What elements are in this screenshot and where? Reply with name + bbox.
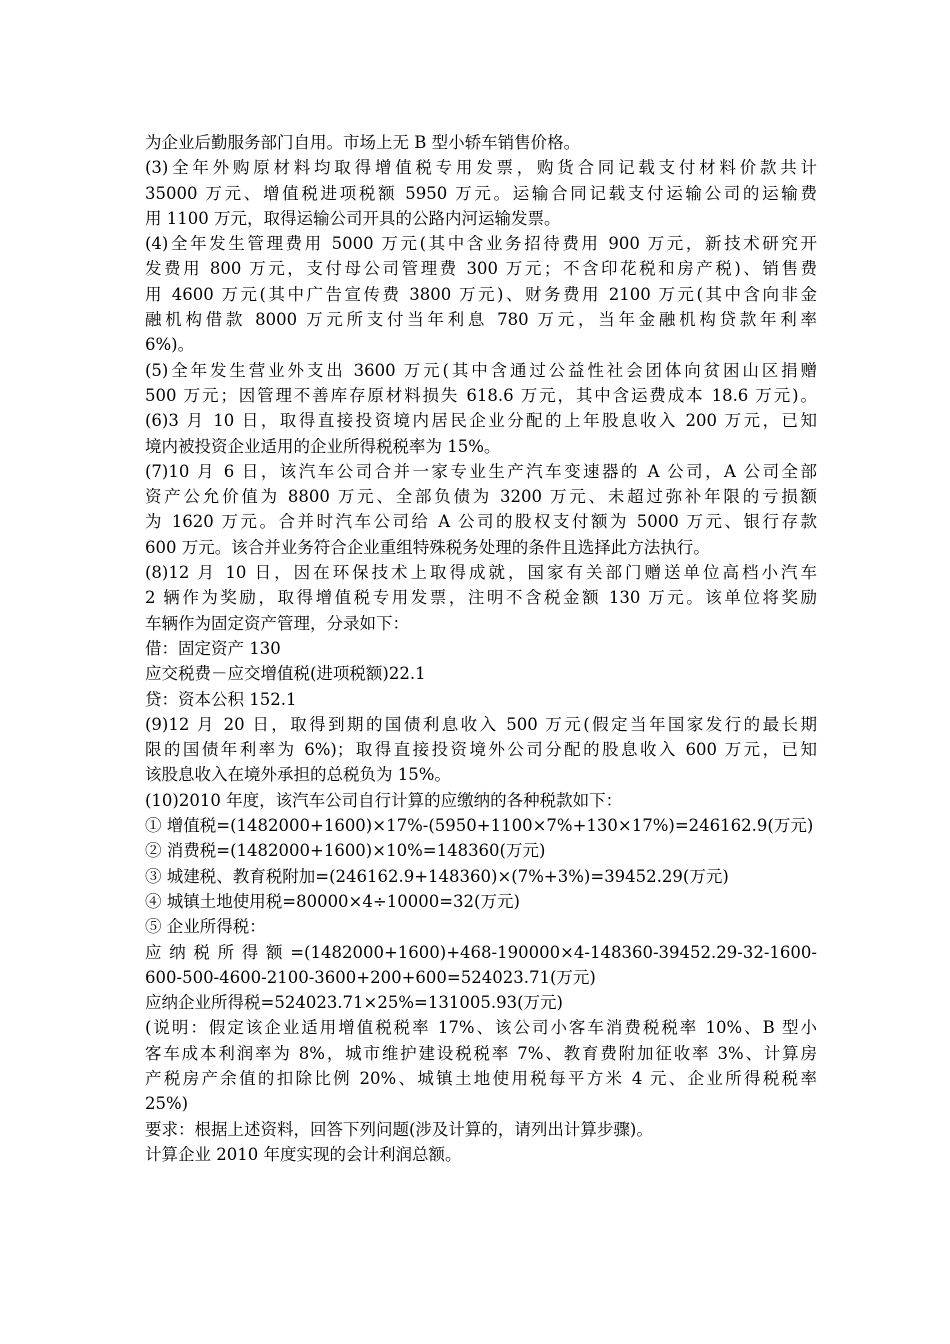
text-line: 车辆作为固定资产管理，分录如下： <box>145 613 409 633</box>
text-line: (7)10 月 6 日，该汽车公司合并一家专业生产汽车变速器的 A 公司，A 公司全部 <box>145 461 817 481</box>
text-line: (4)全年发生管理费用 5000 万元(其中含业务招待费用 900 万元，新技术研究开 <box>145 234 817 254</box>
text-line: 限的国债年利率为 6%)；取得直接投资境外公司分配的股息收入 600 万元，已知 <box>145 740 817 760</box>
text-line: 为 1620 万元。合并时汽车公司给 A 公司的股权支付额为 5000 万元、银行存款 <box>145 512 817 532</box>
text-line: 计算企业 2010 年度实现的会计利润总额。 <box>145 1144 462 1164</box>
text-line: 该股息收入在境外承担的总税负为 15%。 <box>145 765 451 785</box>
text-line: 应 纳 税 所 得 额 =(1482000+1600)+468-190000×4-148360-39452.29-32-1600- <box>145 942 817 962</box>
text-line: 客车成本利润率为 8%，城市维护建设税税率 7%、教育费附加征收率 3%、计算房 <box>145 1043 817 1063</box>
text-line: 应交税费－应交增值税(进项税额)22.1 <box>145 664 426 684</box>
text-line: (9)12 月 20 日，取得到期的国债利息收入 500 万元(假定当年国家发行的最长期 <box>145 714 817 734</box>
text-line: 25%) <box>145 1094 189 1114</box>
text-line: 贷：资本公积 152.1 <box>145 689 297 709</box>
text-line: 600 万元。该合并业务符合企业重组特殊税务处理的条件且选择此方法执行。 <box>145 537 710 557</box>
text-line: 境内被投资企业适用的企业所得税税率为 15%。 <box>145 436 501 456</box>
text-line: ④ 城镇土地使用税=80000×4÷10000=32(万元) <box>145 891 520 911</box>
text-line: 资产公允价值为 8800 万元、全部负债为 3200 万元、未超过弥补年限的亏损额 <box>145 487 817 507</box>
text-line: 为企业后勤服务部门自用。市场上无 B 型小轿车销售价格。 <box>145 133 581 152</box>
text-line: (说明：假定该企业适用增值税税率 17%、该公司小客车消费税税率 10%、B 型小 <box>145 1018 817 1038</box>
text-line: ① 增值税=(1482000+1600)×17%-(5950+1100×7%+130×17%)=246162.9(万元) <box>145 816 814 836</box>
text-line: 6%)。 <box>145 335 195 355</box>
text-line: 融机构借款 8000 万元所支付当年利息 780 万元，当年金融机构贷款年利率 <box>145 310 817 330</box>
text-line: ③ 城建税、教育税附加=(246162.9+148360)×(7%+3%)=39452.29(万元) <box>145 866 729 886</box>
text-line: (6)3 月 10 日，取得直接投资境内居民企业分配的上年股息收入 200 万元，已知 <box>145 411 817 431</box>
text-line: (3)全年外购原材料均取得增值税专用发票，购货合同记载支付材料价款共计 <box>145 158 817 178</box>
text-line: 35000 万元、增值税进项税额 5950 万元。运输合同记载支付运输公司的运输费 <box>145 183 817 203</box>
text-line: ② 消费税=(1482000+1600)×10%=148360(万元) <box>145 841 546 861</box>
text-line: (10)2010 年度，该汽车公司自行计算的应缴纳的各种税款如下： <box>145 790 623 810</box>
document-body <box>145 130 817 1167</box>
text-line: ⑤ 企业所得税： <box>145 917 266 937</box>
text-line: 600-500-4600-2100-3600+200+600=524023.71(万元) <box>145 967 596 987</box>
text-line: (8)12 月 10 日，因在环保技术上取得成就，国家有关部门赠送单位高档小汽车 <box>145 563 817 583</box>
text-line: (5)全年发生营业外支出 3600 万元(其中含通过公益性社会团体向贫困山区捐赠 <box>145 360 817 380</box>
text-line: 应纳企业所得税=524023.71×25%=131005.93(万元) <box>145 993 563 1013</box>
text-line: 用 1100 万元，取得运输公司开具的公路内河运输发票。 <box>145 208 561 228</box>
text-line: 发费用 800 万元，支付母公司管理费 300 万元；不含印花税和房产税)、销售费 <box>145 259 817 279</box>
text-line: 用 4600 万元(其中广告宣传费 3800 万元)、财务费用 2100 万元(其中含向非金 <box>145 284 817 304</box>
text-line: 要求：根据上述资料，回答下列问题(涉及计算的，请列出计算步骤)。 <box>145 1119 653 1139</box>
text-line: 产税房产余值的扣除比例 20%、城镇土地使用税每平方米 4 元、企业所得税税率 <box>145 1068 817 1088</box>
text-line: 借：固定资产 130 <box>145 638 281 658</box>
text-line: 2 辆作为奖励，取得增值税专用发票，注明不含税金额 130 万元。该单位将奖励 <box>145 588 817 608</box>
text-line: 500 万元；因管理不善库存原材料损失 618.6 万元，其中含运费成本 18.6 万元)。 <box>145 385 817 405</box>
